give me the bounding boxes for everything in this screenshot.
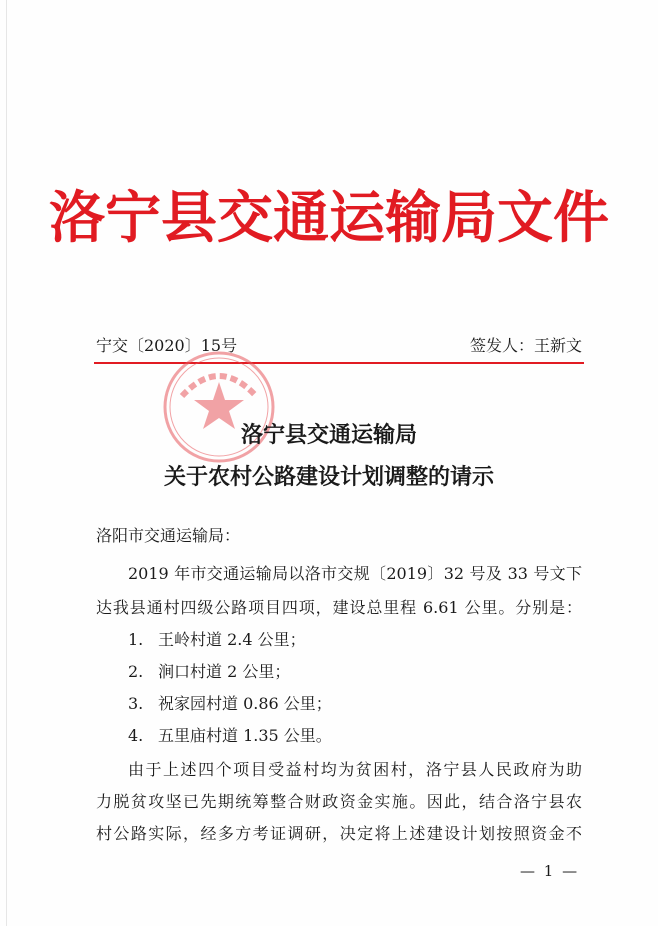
list-item-text: 祝家园村道 0.86 公里； (158, 694, 332, 713)
list-item-number: 2. (128, 662, 144, 681)
paragraph-2-line-2: 力脱贫攻坚已先期统筹整合财政资金实施。因此，结合洛宁县农 (96, 792, 582, 811)
list-item-text: 涧口村道 2 公里； (158, 662, 291, 681)
subject-line-1: 洛宁县交通运输局 (240, 422, 417, 448)
list-item (128, 662, 290, 682)
document-number: 宁交〔2020〕15号 (96, 336, 238, 355)
paragraph-2-line-1: 由于上述四个项目受益村均为贫困村，洛宁县人民政府为助 (128, 760, 582, 779)
list-item-text: 五里庙村道 1.35 公里。 (158, 726, 332, 745)
document-subject (0, 414, 658, 498)
paragraph-1-line-2: 达我县通村四级公路项目四项，建设总里程 6.61 公里。分别是： (96, 598, 582, 617)
list-item (128, 630, 306, 650)
list-item-text: 王岭村道 2.4 公里； (158, 630, 306, 649)
paragraph-1-line-1: 2019 年市交通运输局以洛市交规〔2019〕32 号及 33 号文下 (128, 564, 582, 583)
list-item-number: 4. (128, 726, 144, 745)
page-number: — 1 — (520, 862, 580, 880)
paragraph-2-line-3: 村公路实际，经多方考证调研，决定将上述建设计划按照资金不 (96, 824, 582, 843)
list-item-number: 3. (128, 694, 144, 713)
list-item (128, 726, 332, 746)
salutation: 洛阳市交通运输局： (96, 526, 241, 545)
document-header-title: 洛宁县交通运输局文件 (49, 185, 609, 251)
issuer-signature: 签发人：王新文 (469, 336, 582, 355)
subject-line-2: 关于农村公路建设计划调整的请示 (163, 464, 494, 490)
list-item-number: 1. (128, 630, 144, 649)
list-item (128, 694, 332, 714)
